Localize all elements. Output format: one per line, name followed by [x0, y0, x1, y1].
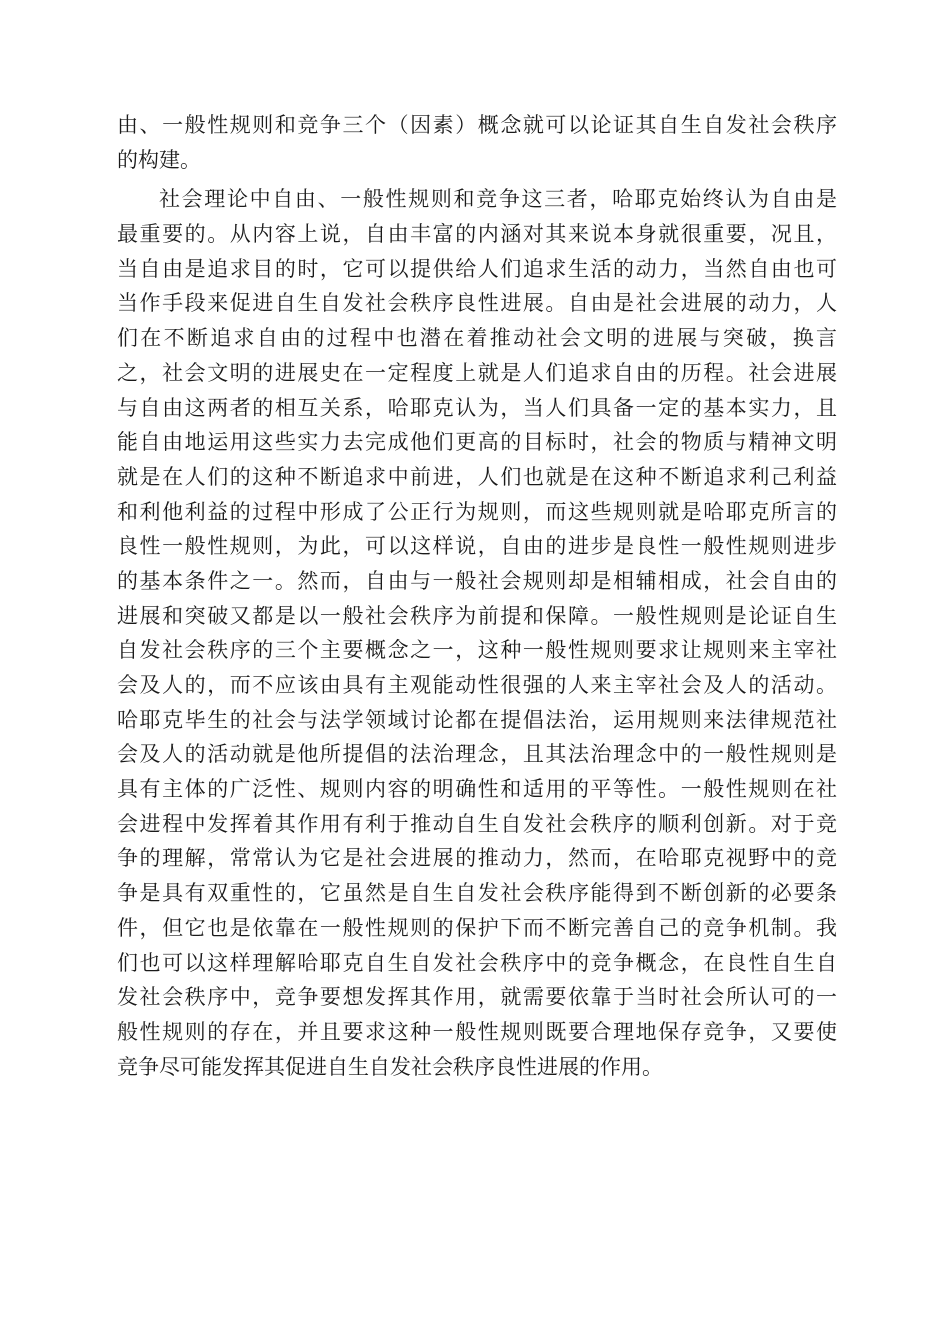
text-line: 件，但它也是依靠在一般性规则的保护下而不断完善自己的竞争机制。我	[117, 915, 837, 940]
text-line: 会及人的活动就是他所提倡的法治理念，且其法治理念中的一般性规则是	[117, 742, 837, 767]
text-line: 具有主体的广泛性、规则内容的明确性和适用的平等性。一般性规则在社	[117, 777, 837, 802]
text-line: 当自由是追求目的时，它可以提供给人们追求生活的动力，当然自由也可	[117, 256, 837, 281]
text-line: 发社会秩序中，竞争要想发挥其作用，就需要依靠于当时社会所认可的一	[117, 985, 837, 1010]
text-line: 最重要的。从内容上说，自由丰富的内涵对其来说本身就很重要，况且，	[117, 222, 837, 247]
text-line: 哈耶克毕生的社会与法学领域讨论都在提倡法治，运用规则来法律规范社	[117, 707, 837, 732]
text-line: 会进程中发挥着其作用有利于推动自生自发社会秩序的顺利创新。对于竞	[117, 811, 837, 836]
text-line: 之，社会文明的进展史在一定程度上就是人们追求自由的历程。社会进展	[117, 360, 837, 385]
body-text	[117, 108, 837, 1084]
text-line: 般性规则的存在，并且要求这种一般性规则既要合理地保存竞争，又要使	[117, 1019, 837, 1044]
text-line: 能自由地运用这些实力去完成他们更高的目标时，社会的物质与精神文明	[117, 430, 837, 455]
text-line: 竞争尽可能发挥其促进自生自发社会秩序良性进展的作用。	[117, 1054, 663, 1079]
text-line: 和利他利益的过程中形成了公正行为规则，而这些规则就是哈耶克所言的	[117, 499, 837, 524]
text-line: 会及人的，而不应该由具有主观能动性很强的人来主宰社会及人的活动。	[117, 673, 837, 697]
text-line: 的基本条件之一。然而，自由与一般社会规则却是相辅相成，社会自由的	[117, 568, 837, 593]
text-line: 由、一般性规则和竞争三个（因素）概念就可以论证其自生自发社会秩序	[117, 113, 837, 137]
text-line: 自发社会秩序的三个主要概念之一，这种一般性规则要求让规则来主宰社	[117, 638, 837, 663]
text-line: 进展和突破又都是以一般社会秩序为前提和保障。一般性规则是论证自生	[117, 603, 837, 628]
text-line: 的构建。	[117, 147, 201, 172]
text-line: 社会理论中自由、一般性规则和竞争这三者，哈耶克始终认为自由是	[159, 187, 837, 212]
text-line: 当作手段来促进自生自发社会秩序良性进展。自由是社会进展的动力，人	[117, 291, 837, 316]
text-line: 争是具有双重性的，它虽然是自生自发社会秩序能得到不断创新的必要条	[117, 881, 837, 906]
text-line: 与自由这两者的相互关系，哈耶克认为，当人们具备一定的基本实力，且	[117, 395, 837, 420]
text-line: 就是在人们的这种不断追求中前进，人们也就是在这种不断追求利己利益	[117, 464, 837, 489]
text-line: 良性一般性规则，为此，可以这样说，自由的进步是良性一般性规则进步	[117, 534, 837, 559]
paragraph-1	[117, 108, 837, 177]
paragraph-2	[117, 182, 837, 1084]
text-line: 争的理解，常常认为它是社会进展的推动力，然而，在哈耶克视野中的竞	[117, 846, 837, 871]
text-line: 们在不断追求自由的过程中也潜在着推动社会文明的进展与突破，换言	[117, 326, 837, 351]
text-line: 们也可以这样理解哈耶克自生自发社会秩序中的竞争概念，在良性自生自	[117, 950, 837, 975]
